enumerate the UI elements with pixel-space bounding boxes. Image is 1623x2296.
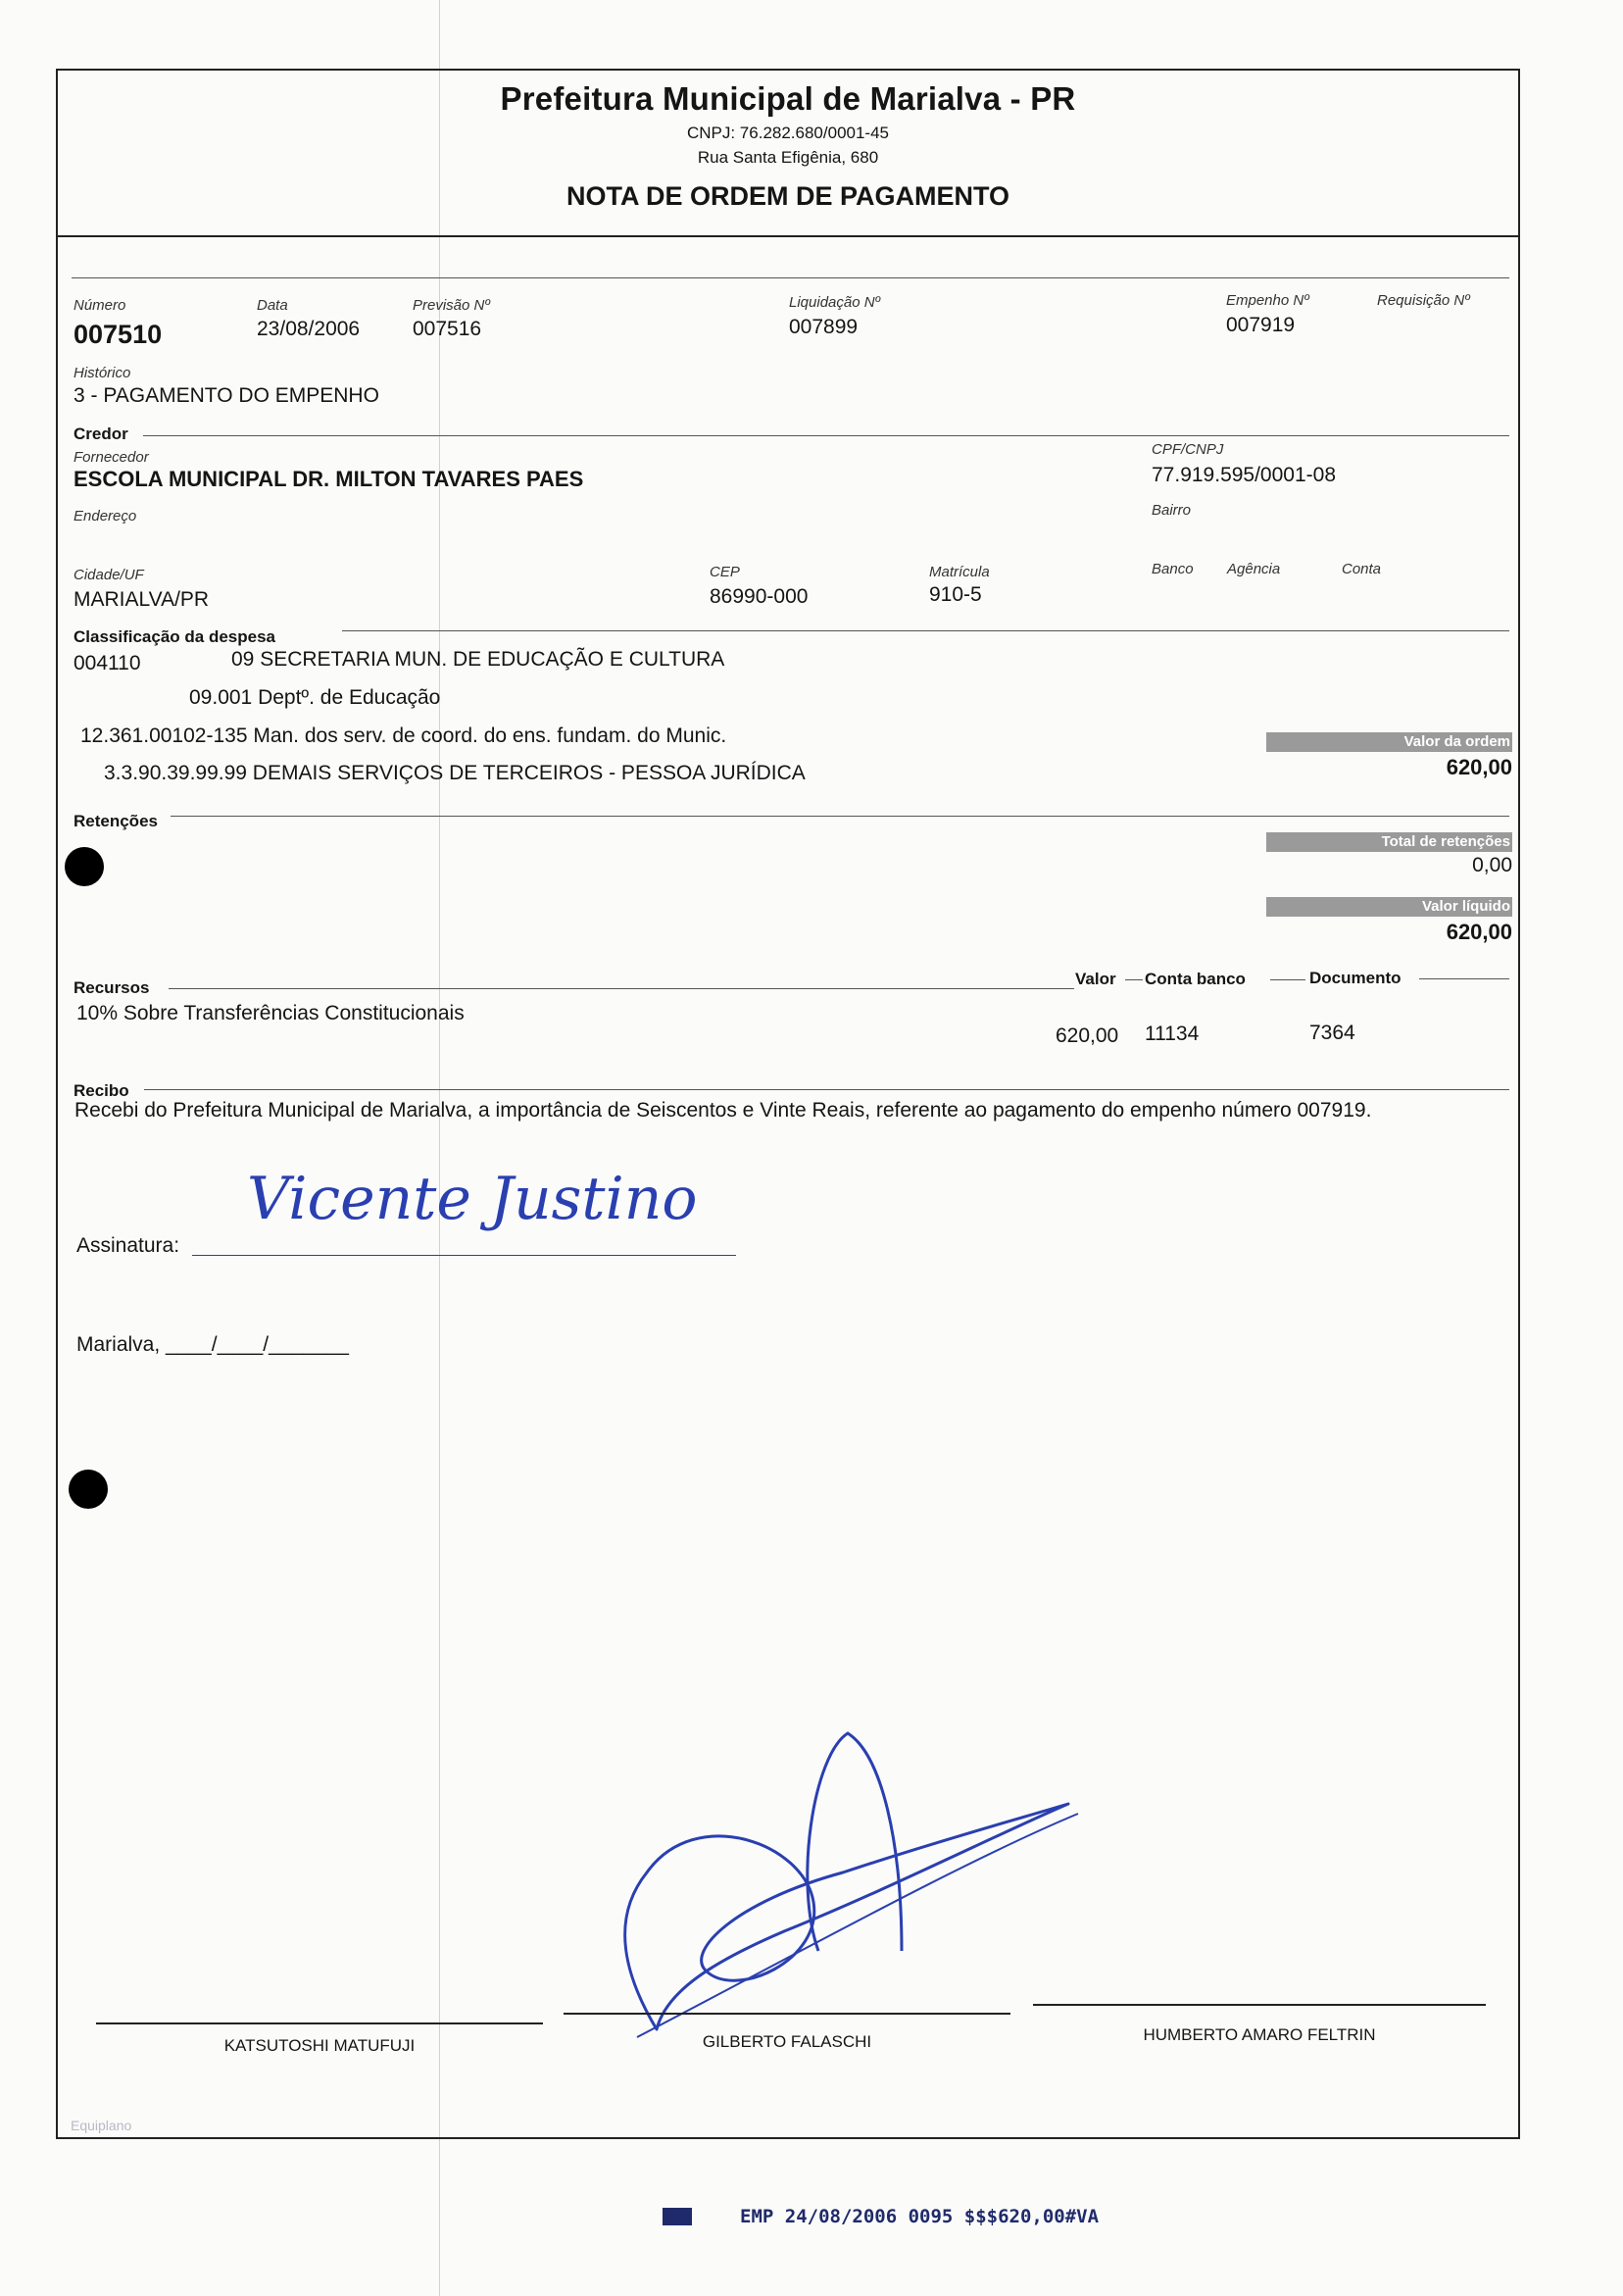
signature-handwritten: Vicente Justino [247, 1165, 698, 1233]
header-separator [56, 235, 1520, 237]
previsao-value: 007516 [413, 318, 482, 340]
valor-liquido-value: 620,00 [1446, 920, 1512, 944]
recibo-text: Recebi do Prefeitura Municipal de Marialva, a importância de Seiscentos e Vinte Reais, referente ao pagamento do empenho número 007919. [74, 1099, 1372, 1122]
data-value: 23/08/2006 [257, 318, 361, 340]
retencoes-rule [171, 816, 1509, 817]
endereco-label: Endereço [74, 508, 137, 524]
cpf-value: 77.919.595/0001-08 [1152, 464, 1337, 486]
numero-label: Número [74, 297, 126, 314]
agencia-label: Agência [1227, 561, 1281, 577]
recursos-valor-label: Valor [1075, 970, 1116, 988]
matricula-value: 910-5 [929, 583, 982, 606]
bank-stamp: EMP 24/08/2006 0095 $$$620,00#VA [740, 2206, 1100, 2227]
total-retencoes-label: Total de retenções [1266, 832, 1512, 852]
fornecedor-label: Fornecedor [74, 449, 149, 466]
signatory-3: HUMBERTO AMARO FELTRIN [1143, 2025, 1376, 2044]
cpf-label: CPF/CNPJ [1152, 441, 1224, 458]
assinatura-line [192, 1255, 736, 1256]
classificacao-section-title: Classificação da despesa [74, 627, 276, 646]
signature-line-2 [564, 2013, 1010, 2015]
recibo-section-title: Recibo [74, 1081, 129, 1100]
recursos-documento-label: Documento [1309, 969, 1402, 987]
classificacao-code: 004110 [74, 652, 141, 674]
classificacao-line-2: 09.001 Deptº. de Educação [189, 686, 441, 709]
address-text: Rua Santa Efigênia, 680 [697, 148, 879, 167]
historico-label: Histórico [74, 365, 131, 381]
recursos-conta: 11134 [1145, 1023, 1200, 1045]
document-title: NOTA DE ORDEM DE PAGAMENTO [566, 181, 1009, 211]
cep-value: 86990-000 [710, 585, 809, 608]
banco-label: Banco [1152, 561, 1194, 577]
valor-liquido-label: Valor líquido [1266, 897, 1512, 917]
cnpj-text: CNPJ: 76.282.680/0001-45 [686, 124, 890, 142]
signature-line-3 [1033, 2004, 1486, 2006]
hole-punch-top [65, 847, 104, 886]
historico-value: 3 - PAGAMENTO DO EMPENHO [74, 384, 379, 407]
header [56, 80, 1520, 212]
recursos-conta-label: Conta banco [1145, 970, 1246, 988]
signatory-signature [588, 1725, 1098, 2049]
recursos-rule-4 [1419, 978, 1509, 979]
classificacao-rule [342, 630, 1509, 631]
numero-value: 007510 [74, 320, 163, 349]
signature-line-1 [96, 2022, 543, 2024]
liquidacao-value: 007899 [789, 316, 859, 338]
recursos-valor: 620,00 [1056, 1024, 1119, 1047]
credor-section-title: Credor [74, 424, 128, 443]
matricula-label: Matrícula [929, 564, 990, 580]
recursos-rule [169, 988, 1074, 989]
page-title: Prefeitura Municipal de Marialva - PR [500, 80, 1076, 117]
equiplano-brand: Equiplano [71, 2118, 132, 2133]
assinatura-label: Assinatura: [76, 1234, 180, 1257]
fornecedor-value: ESCOLA MUNICIPAL DR. MILTON TAVARES PAES [74, 467, 584, 491]
local-date: Marialva, ____/____/_______ [76, 1333, 349, 1356]
ids-top-rule [72, 277, 1509, 278]
recibo-rule [144, 1089, 1509, 1090]
stamp-logo [663, 2208, 692, 2225]
hole-punch-bottom [69, 1470, 108, 1509]
data-label: Data [257, 297, 288, 314]
signatory-1: KATSUTOSHI MATUFUJI [223, 2036, 416, 2055]
empenho-label: Empenho Nº [1226, 292, 1309, 309]
signatory-2: GILBERTO FALASCHI [702, 2032, 872, 2051]
cep-label: CEP [710, 564, 740, 580]
recursos-rule-2 [1125, 979, 1143, 980]
liquidacao-label: Liquidação Nº [789, 294, 881, 311]
retencoes-section-title: Retenções [74, 812, 158, 830]
valor-ordem-value: 620,00 [1446, 755, 1512, 779]
cidade-value: MARIALVA/PR [74, 588, 210, 611]
total-retencoes-value: 0,00 [1472, 854, 1512, 876]
classificacao-line-3: 12.361.00102-135 Man. dos serv. de coord. do ens. fundam. do Munic. [80, 724, 727, 747]
credor-rule [143, 435, 1509, 436]
bairro-label: Bairro [1152, 502, 1192, 519]
requisicao-label: Requisição Nº [1377, 292, 1470, 309]
cidade-label: Cidade/UF [74, 567, 144, 583]
recursos-desc: 10% Sobre Transferências Constitucionais [76, 1002, 465, 1024]
classificacao-line-4: 3.3.90.39.99.99 DEMAIS SERVIÇOS DE TERCEIROS - PESSOA JURÍDICA [104, 762, 806, 784]
empenho-value: 007919 [1226, 314, 1296, 336]
recursos-rule-3 [1270, 979, 1305, 980]
classificacao-line-1: 09 SECRETARIA MUN. DE EDUCAÇÃO E CULTURA [231, 648, 725, 671]
previsao-label: Previsão Nº [413, 297, 490, 314]
conta-label: Conta [1342, 561, 1382, 577]
recursos-documento: 7364 [1309, 1022, 1355, 1044]
valor-ordem-label: Valor da ordem [1266, 732, 1512, 752]
recursos-section-title: Recursos [74, 978, 150, 997]
